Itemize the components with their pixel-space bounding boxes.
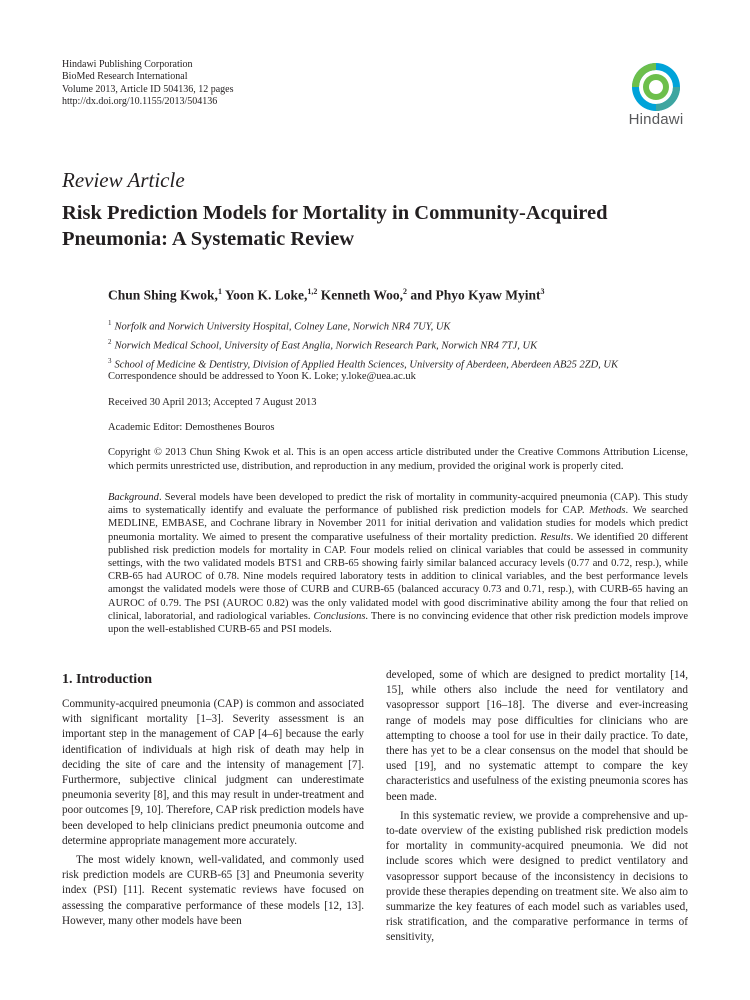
abstract-methods: . We searched MEDLINE, EMBASE, and Cochrane library in November 2011 for initial derivation and validation studies for models which predict pneumonia mortality. We aimed to present the comparative usefulness of their mortality prediction. (108, 505, 688, 543)
logo-wordmark: Hindawi (628, 111, 684, 128)
author-affiliation-mark: 2 (402, 287, 407, 296)
section-heading: 1. Introduction (62, 672, 152, 687)
affiliation-mark: 1 (108, 319, 112, 327)
affiliation-item (108, 335, 618, 354)
academic-editor: Academic Editor: Demosthenes Bouros (108, 422, 275, 433)
publisher-name: Hindawi Publishing Corporation (62, 59, 193, 70)
correspondence: Correspondence should be addressed to Yoon K. Loke; y.loke@uea.ac.uk (108, 371, 416, 382)
right-column (386, 668, 688, 946)
left-column (62, 697, 364, 929)
affiliation-text: Norwich Medical School, University of East Anglia, Norwich Research Park, Norwich NR4 7TJ, UK (114, 340, 538, 352)
abstract (108, 491, 688, 636)
publisher-header (62, 59, 233, 109)
article-type: Review Article (62, 168, 185, 192)
copyright-notice: Copyright © 2013 Chun Shing Kwok et al. This is an open access article distributed under the Creative Commons Attribution License, which permits unrestricted use, distribution, and reproduction in any medium, provided the original work is properly cited. (108, 447, 688, 472)
abstract-results-label: Results (540, 531, 571, 543)
abstract-results: . We identified 20 different published risk prediction models for mortality in CAP. Four models relied on clinical variables that could be assessed in community settings, with the two validated models BTS1 and CRB-65 showing fairly similar balanced accuracy levels (0.77 and 0.72, resp.), while CRB-65 had AUROC of 0.78. Nine models required laboratory tests in addition to clinical variables, and the best performance levels amongst the validated models were those of CURB and CURB-65 (balanced accuracy 0.73 and 0.71, resp.), with CURB-65 having an AUROC of 0.79. The PSI (AUROC 0.82) was the only validated model with good discriminative ability among the four that relied on clinical, laboratorial, and radiological variables. (108, 531, 688, 622)
body-paragraph: developed, some of which are designed to predict mortality [14, 15], while others also include the need for ventilatory and vasopressor support [16–18]. The diverse and ever-increasing range of models may pose difficulties for clinicians who are attempting to choose a tool for use in their daily practice. To date, there has yet to be a clear consensus on the model that should be used [19], and no systematic attempt to compare the key characteristics and usefulness of the existing pneumonia scores has been made. (386, 669, 688, 803)
title-line-2: Pneumonia: A Systematic Review (62, 228, 355, 250)
affiliation-text: School of Medicine & Dentistry, Division of Applied Health Sciences, University of Aberdeen, Aberdeen AB25 2ZD, UK (114, 359, 619, 371)
volume-info: Volume 2013, Article ID 504136, 12 pages (62, 83, 234, 95)
author-name: Kenneth Woo, (320, 287, 403, 303)
abstract-methods-label: Methods (589, 505, 626, 517)
affiliation-mark: 2 (108, 338, 112, 346)
author-name: and Phyo Kyaw Myint (410, 287, 541, 303)
author-affiliation-mark: 1,2 (307, 287, 318, 296)
doi-link[interactable]: http://dx.doi.org/10.1155/2013/504136 (62, 96, 218, 108)
author-list (108, 287, 545, 304)
abstract-conclusions: . There is no convincing evidence that other risk prediction models improve upon the well-established CURB-65 and PSI models. (108, 610, 688, 636)
affiliation-text: Norfolk and Norwich University Hospital, Colney Lane, Norwich NR4 7UY, UK (114, 321, 451, 333)
affiliation-list (108, 316, 618, 373)
abstract-background: . Several models have been developed to predict the risk of mortality in community-acquired pneumonia (CAP). This study aims to systematically identify and evaluate the performance of published risk prediction models for CAP. (108, 492, 688, 517)
affiliation-item (108, 316, 618, 335)
title-line-1: Risk Prediction Models for Mortality in Community-Acquired (62, 202, 608, 224)
abstract-conclusions-label: Conclusions (313, 610, 366, 622)
author-affiliation-mark: 1 (217, 287, 222, 296)
journal-name: BioMed Research International (62, 71, 188, 83)
received-dates: Received 30 April 2013; Accepted 7 August 2013 (108, 397, 317, 408)
author-name: Chun Shing Kwok, (108, 287, 218, 303)
affiliation-mark: 3 (108, 357, 112, 365)
article-title (62, 200, 702, 252)
body-paragraph: The most widely known, well-validated, and commonly used risk prediction models are CURB-65 [3] and Pneumonia severity index (PSI) [11]. Recent systematic reviews have focused on assessing the comparative performance of these models [12, 13]. However, many other models have been (62, 854, 364, 927)
abstract-background-label: Background (108, 492, 159, 503)
author-name: Yoon K. Loke, (224, 287, 308, 303)
body-paragraph: In this systematic review, we provide a comprehensive and up-to-date overview of the existing published risk prediction models for mortality in community-acquired pneumonia. We did not include scores which were designed to predict ventilatory and vasopressor support because of the inconsistency in decisions to provide these therapies depending on treatment site. We also aim to summarize the key features of each model such as variables used, risk stratification, and the comparative performance in terms of sensitivity, (386, 809, 688, 944)
body-paragraph: Community-acquired pneumonia (CAP) is common and associated with significant mortality [1–3]. Severity assessment is an important step in the management of CAP [4–6] because the early identification of individuals at high risk of death may help in deciding the site of care and the intensity of management [7]. Furthermore, subjective clinical judgment can underestimate pneumonia severity [8], and this may result in under-treatment and poor outcomes [9, 10]. Therefore, CAP risk prediction models have been developed to help clinicians predict pneumonia outcome and determine appropriate management more accurately. (62, 698, 364, 847)
author-affiliation-mark: 3 (540, 287, 545, 296)
